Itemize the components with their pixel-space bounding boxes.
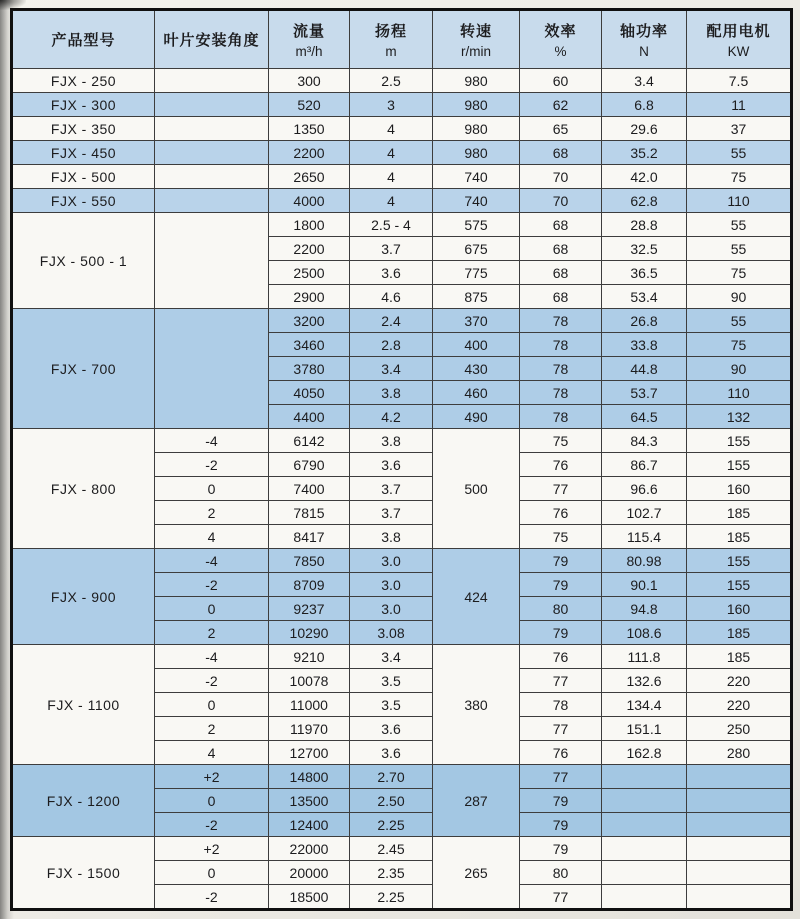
efficiency-cell: 68	[520, 237, 602, 261]
head-cell: 3.5	[350, 669, 433, 693]
speed-cell: 875	[433, 285, 520, 309]
power-cell: 26.8	[602, 309, 687, 333]
head-cell: 3.6	[350, 261, 433, 285]
motor-cell: 55	[687, 237, 792, 261]
table-row	[12, 93, 792, 117]
motor-cell: 75	[687, 333, 792, 357]
angle-cell: -2	[155, 669, 269, 693]
angle-cell: 0	[155, 861, 269, 885]
angle-cell: -4	[155, 645, 269, 669]
power-cell: 64.5	[602, 405, 687, 429]
speed-cell: 675	[433, 237, 520, 261]
flow-cell: 18500	[269, 885, 350, 910]
motor-cell: 250	[687, 717, 792, 741]
angle-cell	[155, 309, 269, 429]
table-row	[12, 765, 792, 789]
head-cell: 3.0	[350, 549, 433, 573]
motor-cell	[687, 885, 792, 910]
power-cell: 80.98	[602, 549, 687, 573]
efficiency-cell: 77	[520, 765, 602, 789]
flow-cell: 9210	[269, 645, 350, 669]
angle-cell: +2	[155, 765, 269, 789]
efficiency-cell: 70	[520, 189, 602, 213]
power-cell: 36.5	[602, 261, 687, 285]
head-cell: 4.2	[350, 405, 433, 429]
efficiency-cell: 79	[520, 573, 602, 597]
motor-cell: 132	[687, 405, 792, 429]
efficiency-cell: 75	[520, 525, 602, 549]
model-cell: FJX - 1100	[12, 645, 155, 765]
table-row	[12, 549, 792, 573]
motor-cell: 155	[687, 429, 792, 453]
model-cell: FJX - 450	[12, 141, 155, 165]
power-cell: 96.6	[602, 477, 687, 501]
motor-cell: 55	[687, 141, 792, 165]
model-cell: FJX - 1500	[12, 837, 155, 910]
power-cell	[602, 861, 687, 885]
efficiency-cell: 80	[520, 861, 602, 885]
motor-cell: 160	[687, 597, 792, 621]
head-cell: 2.5 - 4	[350, 213, 433, 237]
table-row	[12, 309, 792, 333]
flow-cell: 8709	[269, 573, 350, 597]
motor-cell	[687, 765, 792, 789]
flow-cell: 520	[269, 93, 350, 117]
head-cell: 3	[350, 93, 433, 117]
flow-cell: 4050	[269, 381, 350, 405]
power-cell: 42.0	[602, 165, 687, 189]
power-cell: 28.8	[602, 213, 687, 237]
angle-cell: -2	[155, 573, 269, 597]
motor-cell	[687, 789, 792, 813]
header-efficiency	[520, 10, 602, 69]
angle-cell: +2	[155, 837, 269, 861]
power-cell: 102.7	[602, 501, 687, 525]
efficiency-cell: 77	[520, 717, 602, 741]
header-motor-label: 配用电机	[706, 23, 771, 40]
power-cell	[602, 789, 687, 813]
head-cell: 4.6	[350, 285, 433, 309]
efficiency-cell: 79	[520, 621, 602, 645]
flow-cell: 2200	[269, 141, 350, 165]
angle-cell: 4	[155, 741, 269, 765]
table-row	[12, 117, 792, 141]
flow-cell: 7850	[269, 549, 350, 573]
angle-cell: -2	[155, 885, 269, 910]
flow-cell: 4400	[269, 405, 350, 429]
efficiency-cell: 78	[520, 309, 602, 333]
table-row	[12, 165, 792, 189]
power-cell: 6.8	[602, 93, 687, 117]
motor-cell: 155	[687, 573, 792, 597]
speed-cell: 430	[433, 357, 520, 381]
head-cell: 3.4	[350, 357, 433, 381]
motor-cell	[687, 861, 792, 885]
head-cell: 3.6	[350, 741, 433, 765]
power-cell: 33.8	[602, 333, 687, 357]
flow-cell: 6790	[269, 453, 350, 477]
head-cell: 3.4	[350, 645, 433, 669]
header-head-unit: m	[385, 44, 397, 59]
flow-cell: 10078	[269, 669, 350, 693]
model-cell: FJX - 300	[12, 93, 155, 117]
header-efficiency-label: 效率	[544, 23, 577, 40]
angle-cell: -2	[155, 453, 269, 477]
speed-cell: 740	[433, 189, 520, 213]
head-cell: 3.0	[350, 573, 433, 597]
flow-cell: 20000	[269, 861, 350, 885]
angle-cell: 2	[155, 621, 269, 645]
pump-spec-table	[10, 8, 793, 911]
model-cell: FJX - 800	[12, 429, 155, 549]
motor-cell: 75	[687, 261, 792, 285]
header-speed-label: 转速	[459, 23, 492, 40]
efficiency-cell: 68	[520, 141, 602, 165]
efficiency-cell: 68	[520, 285, 602, 309]
head-cell: 3.8	[350, 381, 433, 405]
efficiency-cell: 76	[520, 741, 602, 765]
flow-cell: 10290	[269, 621, 350, 645]
flow-cell: 2900	[269, 285, 350, 309]
efficiency-cell: 68	[520, 261, 602, 285]
efficiency-cell: 79	[520, 813, 602, 837]
header-flow-unit: m³/h	[295, 44, 323, 59]
head-cell: 4	[350, 165, 433, 189]
flow-cell: 11970	[269, 717, 350, 741]
head-cell: 2.25	[350, 813, 433, 837]
efficiency-cell: 60	[520, 69, 602, 93]
model-cell: FJX - 250	[12, 69, 155, 93]
angle-cell: -4	[155, 429, 269, 453]
power-cell: 86.7	[602, 453, 687, 477]
table-row	[12, 141, 792, 165]
flow-cell: 6142	[269, 429, 350, 453]
speed-cell: 980	[433, 141, 520, 165]
power-cell: 62.8	[602, 189, 687, 213]
head-cell: 2.50	[350, 789, 433, 813]
efficiency-cell: 77	[520, 885, 602, 910]
flow-cell: 2200	[269, 237, 350, 261]
table-row	[12, 213, 792, 237]
header-angle-label: 叶片安装角度	[163, 32, 260, 49]
head-cell: 3.6	[350, 453, 433, 477]
model-cell: FJX - 700	[12, 309, 155, 429]
efficiency-cell: 76	[520, 645, 602, 669]
flow-cell: 300	[269, 69, 350, 93]
power-cell: 44.8	[602, 357, 687, 381]
speed-cell: 980	[433, 117, 520, 141]
table-body	[12, 69, 792, 910]
power-cell: 35.2	[602, 141, 687, 165]
angle-cell: 4	[155, 525, 269, 549]
power-cell: 132.6	[602, 669, 687, 693]
power-cell: 84.3	[602, 429, 687, 453]
efficiency-cell: 78	[520, 693, 602, 717]
header-flow	[269, 10, 350, 69]
motor-cell: 37	[687, 117, 792, 141]
flow-cell: 7815	[269, 501, 350, 525]
header-power	[602, 10, 687, 69]
head-cell: 4	[350, 117, 433, 141]
angle-cell	[155, 141, 269, 165]
header-power-unit: N	[639, 44, 649, 59]
head-cell: 3.7	[350, 501, 433, 525]
efficiency-cell: 79	[520, 837, 602, 861]
efficiency-cell: 78	[520, 381, 602, 405]
head-cell: 2.25	[350, 885, 433, 910]
efficiency-cell: 78	[520, 405, 602, 429]
angle-cell: -2	[155, 813, 269, 837]
angle-cell	[155, 93, 269, 117]
head-cell: 2.35	[350, 861, 433, 885]
motor-cell: 220	[687, 693, 792, 717]
motor-cell: 280	[687, 741, 792, 765]
model-cell: FJX - 500	[12, 165, 155, 189]
flow-cell: 2500	[269, 261, 350, 285]
flow-cell: 12700	[269, 741, 350, 765]
speed-cell: 380	[433, 645, 520, 765]
power-cell	[602, 765, 687, 789]
motor-cell: 11	[687, 93, 792, 117]
efficiency-cell: 68	[520, 213, 602, 237]
header-model	[12, 10, 155, 69]
angle-cell	[155, 213, 269, 309]
motor-cell: 185	[687, 525, 792, 549]
power-cell	[602, 885, 687, 910]
speed-cell: 575	[433, 213, 520, 237]
power-cell: 115.4	[602, 525, 687, 549]
efficiency-cell: 80	[520, 597, 602, 621]
head-cell: 2.70	[350, 765, 433, 789]
efficiency-cell: 62	[520, 93, 602, 117]
motor-cell: 110	[687, 189, 792, 213]
head-cell: 2.4	[350, 309, 433, 333]
efficiency-cell: 76	[520, 501, 602, 525]
header-angle	[155, 10, 269, 69]
flow-cell: 13500	[269, 789, 350, 813]
angle-cell: 0	[155, 597, 269, 621]
flow-cell: 9237	[269, 597, 350, 621]
efficiency-cell: 79	[520, 789, 602, 813]
table-row	[12, 429, 792, 453]
speed-cell: 287	[433, 765, 520, 837]
head-cell: 3.8	[350, 525, 433, 549]
motor-cell: 155	[687, 453, 792, 477]
flow-cell: 1800	[269, 213, 350, 237]
head-cell: 2.45	[350, 837, 433, 861]
model-cell: FJX - 900	[12, 549, 155, 645]
head-cell: 4	[350, 189, 433, 213]
flow-cell: 8417	[269, 525, 350, 549]
table-row	[12, 645, 792, 669]
efficiency-cell: 77	[520, 669, 602, 693]
power-cell: 32.5	[602, 237, 687, 261]
model-cell: FJX - 550	[12, 189, 155, 213]
head-cell: 3.08	[350, 621, 433, 645]
power-cell: 94.8	[602, 597, 687, 621]
speed-cell: 460	[433, 381, 520, 405]
header-head	[350, 10, 433, 69]
efficiency-cell: 70	[520, 165, 602, 189]
head-cell: 3.5	[350, 693, 433, 717]
flow-cell: 2650	[269, 165, 350, 189]
header-efficiency-unit: %	[554, 44, 567, 59]
motor-cell: 220	[687, 669, 792, 693]
head-cell: 3.7	[350, 237, 433, 261]
motor-cell: 185	[687, 621, 792, 645]
power-cell: 151.1	[602, 717, 687, 741]
efficiency-cell: 76	[520, 453, 602, 477]
flow-cell: 4000	[269, 189, 350, 213]
head-cell: 2.5	[350, 69, 433, 93]
motor-cell: 55	[687, 309, 792, 333]
motor-cell: 185	[687, 501, 792, 525]
head-cell: 4	[350, 141, 433, 165]
angle-cell	[155, 165, 269, 189]
flow-cell: 3200	[269, 309, 350, 333]
motor-cell: 90	[687, 285, 792, 309]
angle-cell: 0	[155, 789, 269, 813]
header-speed-unit: r/min	[461, 44, 491, 59]
header-motor-unit: KW	[727, 44, 750, 59]
angle-cell	[155, 69, 269, 93]
motor-cell: 110	[687, 381, 792, 405]
speed-cell: 775	[433, 261, 520, 285]
motor-cell	[687, 813, 792, 837]
header-model-label: 产品型号	[51, 32, 116, 49]
efficiency-cell: 77	[520, 477, 602, 501]
power-cell: 90.1	[602, 573, 687, 597]
motor-cell: 185	[687, 645, 792, 669]
speed-cell: 740	[433, 165, 520, 189]
table-row	[12, 69, 792, 93]
power-cell: 53.7	[602, 381, 687, 405]
efficiency-cell: 79	[520, 549, 602, 573]
angle-cell: -4	[155, 549, 269, 573]
flow-cell: 7400	[269, 477, 350, 501]
speed-cell: 370	[433, 309, 520, 333]
speed-cell: 400	[433, 333, 520, 357]
power-cell: 111.8	[602, 645, 687, 669]
model-cell: FJX - 350	[12, 117, 155, 141]
speed-cell: 490	[433, 405, 520, 429]
motor-cell: 55	[687, 213, 792, 237]
motor-cell: 160	[687, 477, 792, 501]
model-cell: FJX - 1200	[12, 765, 155, 837]
motor-cell: 155	[687, 549, 792, 573]
power-cell: 162.8	[602, 741, 687, 765]
efficiency-cell: 75	[520, 429, 602, 453]
power-cell: 3.4	[602, 69, 687, 93]
angle-cell: 0	[155, 477, 269, 501]
table-row	[12, 837, 792, 861]
speed-cell: 424	[433, 549, 520, 645]
motor-cell: 90	[687, 357, 792, 381]
speed-cell: 980	[433, 69, 520, 93]
motor-cell	[687, 837, 792, 861]
flow-cell: 14800	[269, 765, 350, 789]
efficiency-cell: 78	[520, 333, 602, 357]
head-cell: 3.7	[350, 477, 433, 501]
power-cell: 53.4	[602, 285, 687, 309]
power-cell	[602, 837, 687, 861]
speed-cell: 980	[433, 93, 520, 117]
efficiency-cell: 65	[520, 117, 602, 141]
power-cell: 29.6	[602, 117, 687, 141]
header-head-label: 扬程	[374, 23, 407, 40]
speed-cell: 500	[433, 429, 520, 549]
power-cell: 108.6	[602, 621, 687, 645]
angle-cell	[155, 117, 269, 141]
header-flow-label: 流量	[292, 23, 325, 40]
head-cell: 3.8	[350, 429, 433, 453]
head-cell: 3.0	[350, 597, 433, 621]
model-cell: FJX - 500 - 1	[12, 213, 155, 309]
flow-cell: 3460	[269, 333, 350, 357]
angle-cell: 0	[155, 693, 269, 717]
flow-cell: 3780	[269, 357, 350, 381]
flow-cell: 1350	[269, 117, 350, 141]
flow-cell: 22000	[269, 837, 350, 861]
power-cell: 134.4	[602, 693, 687, 717]
table-header	[12, 10, 792, 69]
header-speed	[433, 10, 520, 69]
head-cell: 3.6	[350, 717, 433, 741]
efficiency-cell: 78	[520, 357, 602, 381]
motor-cell: 75	[687, 165, 792, 189]
table-row	[12, 189, 792, 213]
head-cell: 2.8	[350, 333, 433, 357]
speed-cell: 265	[433, 837, 520, 910]
angle-cell: 2	[155, 717, 269, 741]
flow-cell: 12400	[269, 813, 350, 837]
angle-cell: 2	[155, 501, 269, 525]
power-cell	[602, 813, 687, 837]
angle-cell	[155, 189, 269, 213]
flow-cell: 11000	[269, 693, 350, 717]
motor-cell: 7.5	[687, 69, 792, 93]
header-power-label: 轴功率	[619, 23, 668, 40]
header-motor	[687, 10, 792, 69]
